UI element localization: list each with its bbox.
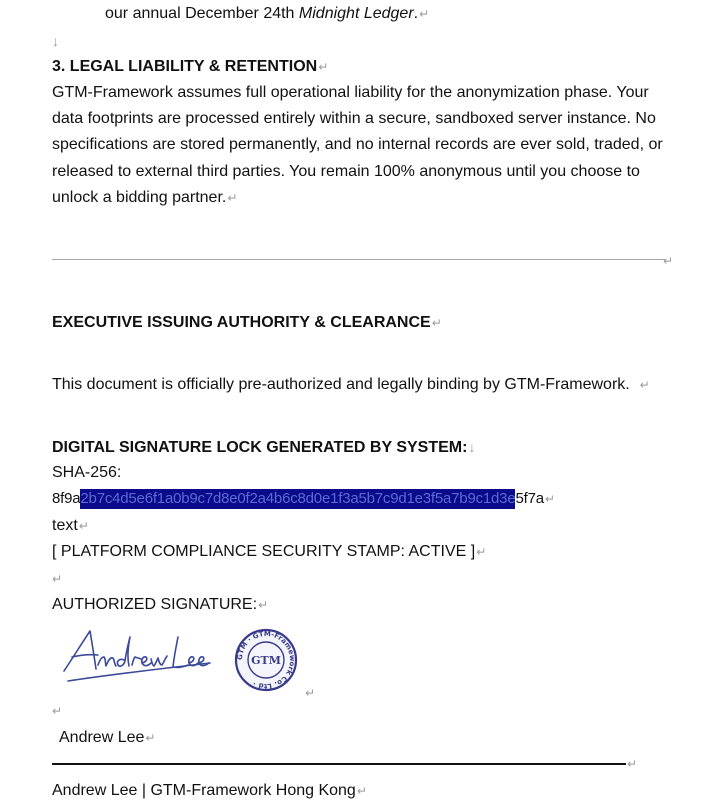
placeholder-word: text	[52, 517, 78, 534]
section3-heading-text: 3. LEGAL LIABILITY & RETENTION	[52, 58, 318, 75]
seal-ring-text: GTM · GTM-Framework Co. Ltd ·	[235, 629, 297, 691]
handwritten-signature-image	[58, 625, 218, 687]
empty-paragraph	[52, 569, 62, 589]
authority-statement-text: This document is officially pre-authorized and legally binding by GTM-Framework.	[52, 376, 630, 393]
paragraph-mark: ↵	[419, 7, 430, 21]
paragraph-mark: ↵	[52, 704, 63, 718]
line-break-glyph: ↓	[52, 33, 59, 49]
hash-value[interactable]	[52, 489, 555, 509]
seal-monogram: GTM	[251, 654, 281, 667]
paragraph-mark: ↵	[227, 190, 238, 205]
authority-heading	[52, 313, 442, 333]
paragraph-mark: ↵	[305, 686, 316, 700]
hash-label	[52, 463, 121, 483]
paragraph-mark: ↵	[78, 519, 89, 533]
signer-footer	[52, 781, 367, 801]
section3-body-text: GTM-Framework assumes full operational liability for the anonymization phase. Your data footprints are processed entirely within a secure, sandboxed server instance. No specifications are stored permanently, and no internal records are ever sold, traded, or released to external third parties. You remain 100% anonymous until you choose to unlock a bidding partner.	[52, 84, 663, 206]
signer-name-text: Andrew Lee	[59, 729, 145, 746]
paragraph-mark: ↵	[476, 545, 487, 559]
ledger-name: Midnight Ledger	[298, 5, 414, 22]
authorized-signature-label	[52, 595, 268, 615]
paragraph-mark: ↵	[258, 598, 269, 612]
hash-start: 8f9a	[52, 490, 81, 507]
signer-footer-text: Andrew Lee | GTM-Framework Hong Kong	[52, 782, 356, 799]
signature-rule-paragraph-mark	[626, 754, 637, 774]
paragraph-mark: ↵	[639, 378, 650, 392]
signature-lock-heading	[52, 437, 475, 458]
paragraph-mark: ↵	[431, 316, 442, 330]
empty-paragraph-2	[52, 701, 62, 721]
compliance-stamp-line	[52, 542, 486, 562]
hash-end: 5f7a	[515, 490, 544, 507]
hash-label-text: SHA-256:	[52, 464, 122, 481]
hash-selection[interactable]: 2b7c4d5e6f1a0b9c7d8e0f2a4b6c8d0e1f3a5b7c9d1e3f5a7b9c1d3e	[80, 490, 516, 507]
section3-body	[52, 80, 672, 211]
authority-statement	[52, 375, 650, 395]
seal-paragraph-mark	[304, 683, 315, 703]
section3-heading	[52, 57, 328, 77]
company-seal-image	[232, 628, 300, 692]
paragraph-mark: ↵	[544, 492, 555, 506]
placeholder-text	[52, 516, 89, 536]
signature-rule	[52, 763, 626, 765]
authority-heading-text: EXECUTIVE ISSUING AUTHORITY & CLEARANCE	[52, 314, 431, 331]
authorized-signature-text: AUTHORIZED SIGNATURE:	[52, 596, 258, 613]
signature-lock-heading-text: DIGITAL SIGNATURE LOCK GENERATED BY SYSTEM:	[52, 439, 468, 456]
paragraph-mark: ↵	[145, 731, 156, 745]
line-break-mark	[52, 31, 59, 52]
paragraph-mark: ↵	[318, 60, 329, 74]
paragraph-mark: ↵	[663, 254, 674, 268]
paragraph-mark: ↵	[52, 572, 63, 586]
signer-name	[59, 728, 155, 748]
rule-paragraph-mark	[662, 251, 673, 271]
paragraph-mark: ↵	[627, 757, 638, 771]
paragraph-mark: ↵	[356, 784, 367, 798]
continuation-line	[105, 4, 429, 24]
line-break-glyph: ↓	[468, 439, 476, 455]
horizontal-rule	[52, 259, 665, 260]
continuation-text: our annual December 24th	[105, 5, 299, 22]
period: .	[413, 5, 419, 22]
compliance-stamp-text: [ PLATFORM COMPLIANCE SECURITY STAMP: ACTIVE ]	[52, 543, 476, 560]
